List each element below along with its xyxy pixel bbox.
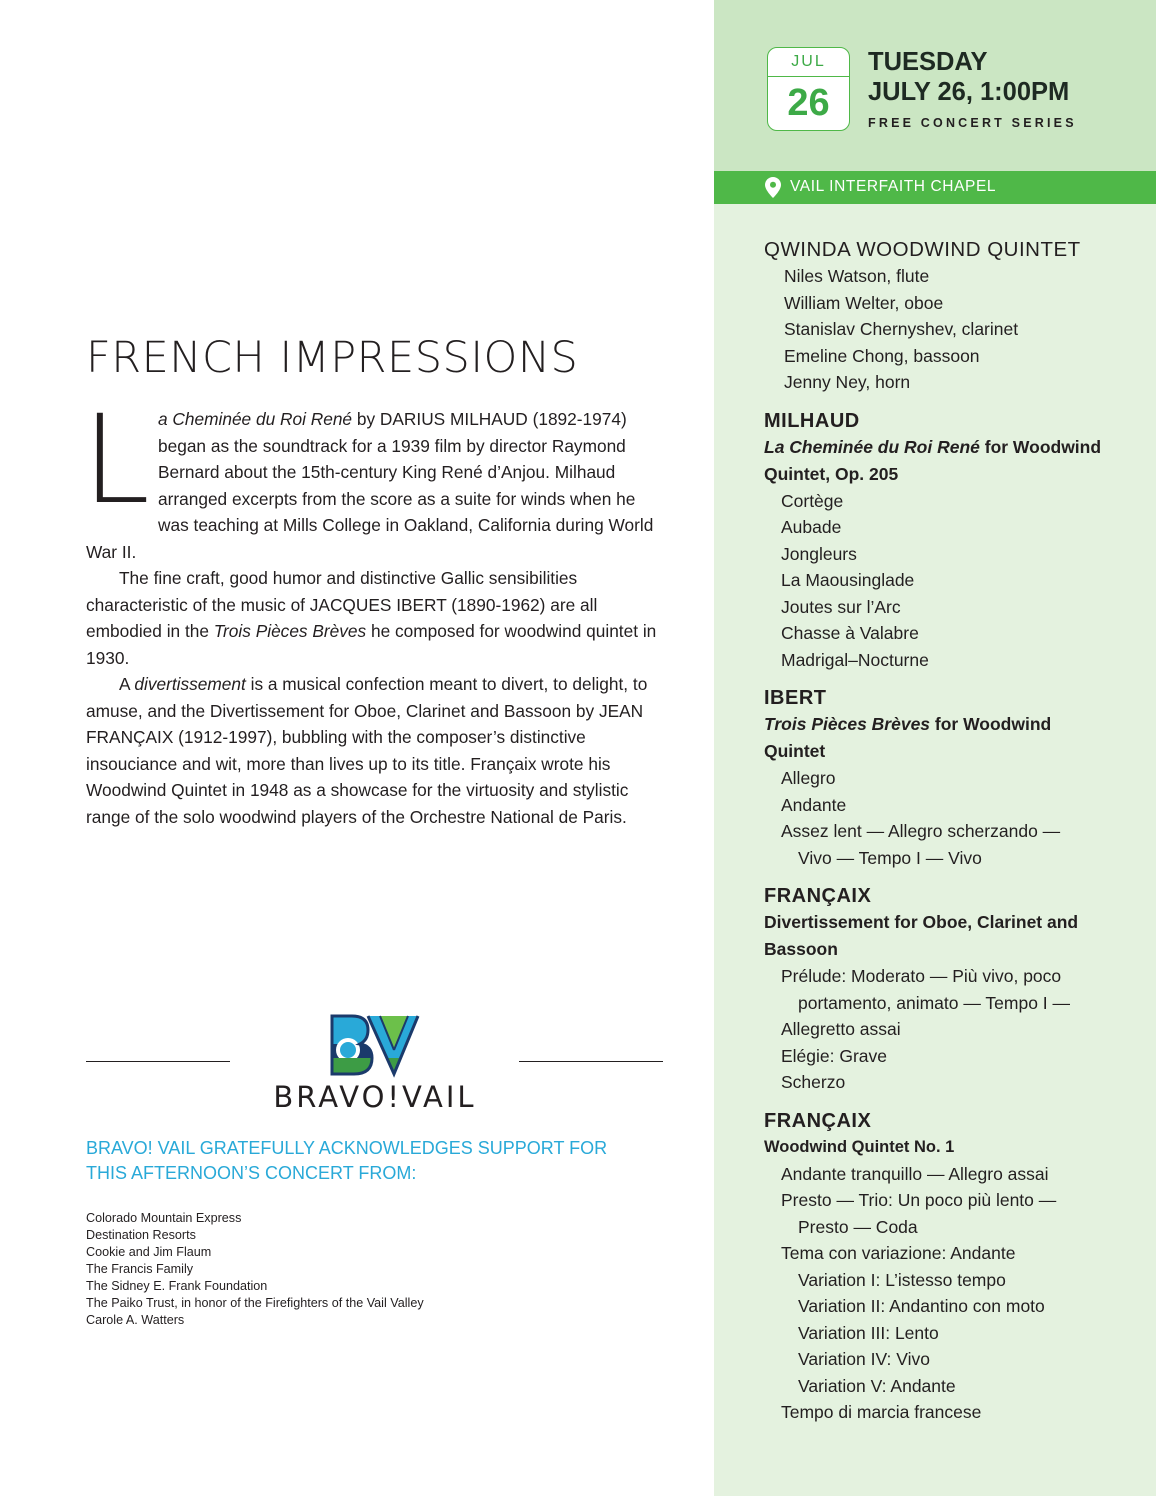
- paragraph-3-text: A: [119, 674, 135, 694]
- sponsor-list: [86, 1210, 424, 1329]
- paragraph-3-text-end: is a musical confection meant to divert, to delight, to amuse, and the Divertissement for Oboe, Clarinet and Bassoon by JEAN FRANÇAIX (1912-1997), bubbling with the composer’s distinctive insouciance and wit, more than lives up to its title. Françaix wrote his Woodwind Quintet in 1948 as a showcase for the virtuosity and stylistic range of the solo woodwind players of the Orchestre National de Paris.: [86, 674, 648, 827]
- performer: Niles Watson, flute: [784, 266, 930, 286]
- work-title-italic: a Cheminée du Roi René: [157, 409, 353, 429]
- event-date-time: JULY 26, 1:00PM: [868, 78, 1070, 106]
- performer: Emeline Chong, bassoon: [784, 345, 980, 366]
- event-weekday: TUESDAY: [868, 48, 988, 76]
- performer: Stanislav Chernyshev, clarinet: [784, 319, 1019, 339]
- movement: Tempo di marcia francese: [781, 1402, 982, 1422]
- divider-left: [86, 1061, 230, 1062]
- event-series: FREE CONCERT SERIES: [868, 116, 1077, 130]
- work-title: Divertissement for Oboe, Clarinet and Bassoon: [764, 912, 1079, 959]
- movement: Tema con variazione: Andante: [781, 1243, 1016, 1263]
- acknowledgement-heading: BRAVO! VAIL GRATEFULLY ACKNOWLEDGES SUPPORT FOR THIS AFTERNOON’S CONCERT FROM:: [86, 1138, 608, 1183]
- movement: Elégie: Grave: [781, 1045, 888, 1066]
- ensemble-name: QWINDA WOODWIND QUINTET: [764, 238, 1081, 261]
- work-title-rest: for Woodwind Quintet: [764, 714, 1052, 761]
- movement: Presto — Trio: Un poco più lento —: [781, 1190, 1057, 1210]
- work-title: Woodwind Quintet No. 1: [764, 1137, 955, 1156]
- calendar-day: 26: [787, 82, 830, 124]
- composer-name: MILHAUD: [764, 409, 860, 432]
- movement: Jongleurs: [781, 543, 857, 564]
- movement-continued: portamento, animato — Tempo I —: [798, 992, 1071, 1013]
- work-title-italic: La Cheminée du Roi René: [764, 436, 980, 457]
- movement: Allegro: [781, 768, 836, 788]
- variation: Variation IV: Vivo: [798, 1349, 930, 1369]
- variation: Variation V: Andante: [798, 1375, 956, 1396]
- paragraph-2-text: The fine craft, good humor and distinctive Gallic sensibilities characteristic of the music of JACQUES IBERT (1890-1962) are all embodied in the: [86, 568, 598, 641]
- movement: Joutes sur l’Arc: [781, 596, 901, 617]
- page-title: FRENCH IMPRESSIONS: [86, 333, 579, 383]
- work-title-italic: Trois Pièces Brèves: [213, 621, 367, 641]
- paragraph-1-text: by DARIUS MILHAUD (1892-1974) began as the soundtrack for a 1939 film by director Raymond Bernard about the 15th-century King René d’Anjou. Milhaud arranged excerpts from the score as a suite for winds when he was teaching at Mills College in Oakland, California during World War II.: [86, 409, 654, 562]
- work-title: [764, 434, 1109, 488]
- movement: Assez lent — Allegro scherzando —: [781, 821, 1061, 841]
- variation: Variation II: Andantino con moto: [798, 1296, 1045, 1316]
- sponsor-item: Destination Resorts: [86, 1228, 196, 1242]
- sponsor-item: The Sidney E. Frank Foundation: [86, 1279, 268, 1293]
- composer-name: IBERT: [764, 687, 827, 709]
- movement: Andante: [781, 794, 847, 815]
- variation: Variation I: L’istesso tempo: [798, 1269, 1006, 1290]
- composer-name: FRANÇAIX: [764, 1109, 872, 1132]
- variation: Variation III: Lento: [798, 1322, 939, 1343]
- paragraph-2: [86, 565, 666, 671]
- movement: Scherzo: [781, 1072, 846, 1092]
- bravo-vail-logo: [268, 1012, 482, 1119]
- sponsor-item: The Paiko Trust, in honor of the Firefighters of the Vail Valley: [86, 1296, 424, 1310]
- sponsor-item: Carole A. Watters: [86, 1313, 185, 1327]
- paragraph-1: [82, 389, 666, 565]
- movement: Chasse à Valabre: [781, 623, 919, 643]
- logo-wordmark: BRAVO!VAIL: [273, 1080, 477, 1114]
- movement-continued: Presto — Coda: [798, 1216, 918, 1237]
- program-listing: [764, 237, 1109, 1426]
- movement: Madrigal–Nocturne: [781, 649, 929, 670]
- paragraph-3: [86, 671, 666, 830]
- movement: Andante tranquillo — Allegro assai: [781, 1163, 1049, 1184]
- performer: Jenny Ney, horn: [784, 372, 911, 392]
- performer: William Welter, oboe: [784, 292, 944, 313]
- term-italic: divertissement: [134, 674, 246, 694]
- calendar-month: JUL: [768, 48, 849, 77]
- work-title-italic: Trois Pièces Brèves: [764, 714, 931, 734]
- composer-name: FRANÇAIX: [764, 885, 872, 907]
- sponsor-item: Colorado Mountain Express: [86, 1211, 242, 1225]
- movement: La Maousinglade: [781, 570, 915, 590]
- divider-right: [519, 1061, 663, 1062]
- movement: Prélude: Moderato — Più vivo, poco: [781, 966, 1062, 986]
- sponsor-item: The Francis Family: [86, 1262, 194, 1276]
- work-title: [764, 711, 1109, 765]
- movement: Allegretto assai: [781, 1019, 901, 1039]
- article-body: [82, 389, 666, 830]
- paragraph-2-text-end: he composed for woodwind quintet in 1930.: [86, 621, 657, 668]
- calendar-badge: [767, 47, 850, 131]
- drop-cap: L: [82, 389, 150, 531]
- map-pin-icon: [765, 177, 781, 198]
- work-title-rest: for Woodwind Quintet, Op. 205: [764, 436, 1102, 484]
- venue-name: VAIL INTERFAITH CHAPEL: [790, 178, 997, 195]
- sponsor-item: Cookie and Jim Flaum: [86, 1245, 212, 1259]
- movement-continued: Vivo — Tempo I — Vivo: [798, 847, 982, 868]
- movement: Aubade: [781, 517, 842, 537]
- movement: Cortège: [781, 490, 844, 511]
